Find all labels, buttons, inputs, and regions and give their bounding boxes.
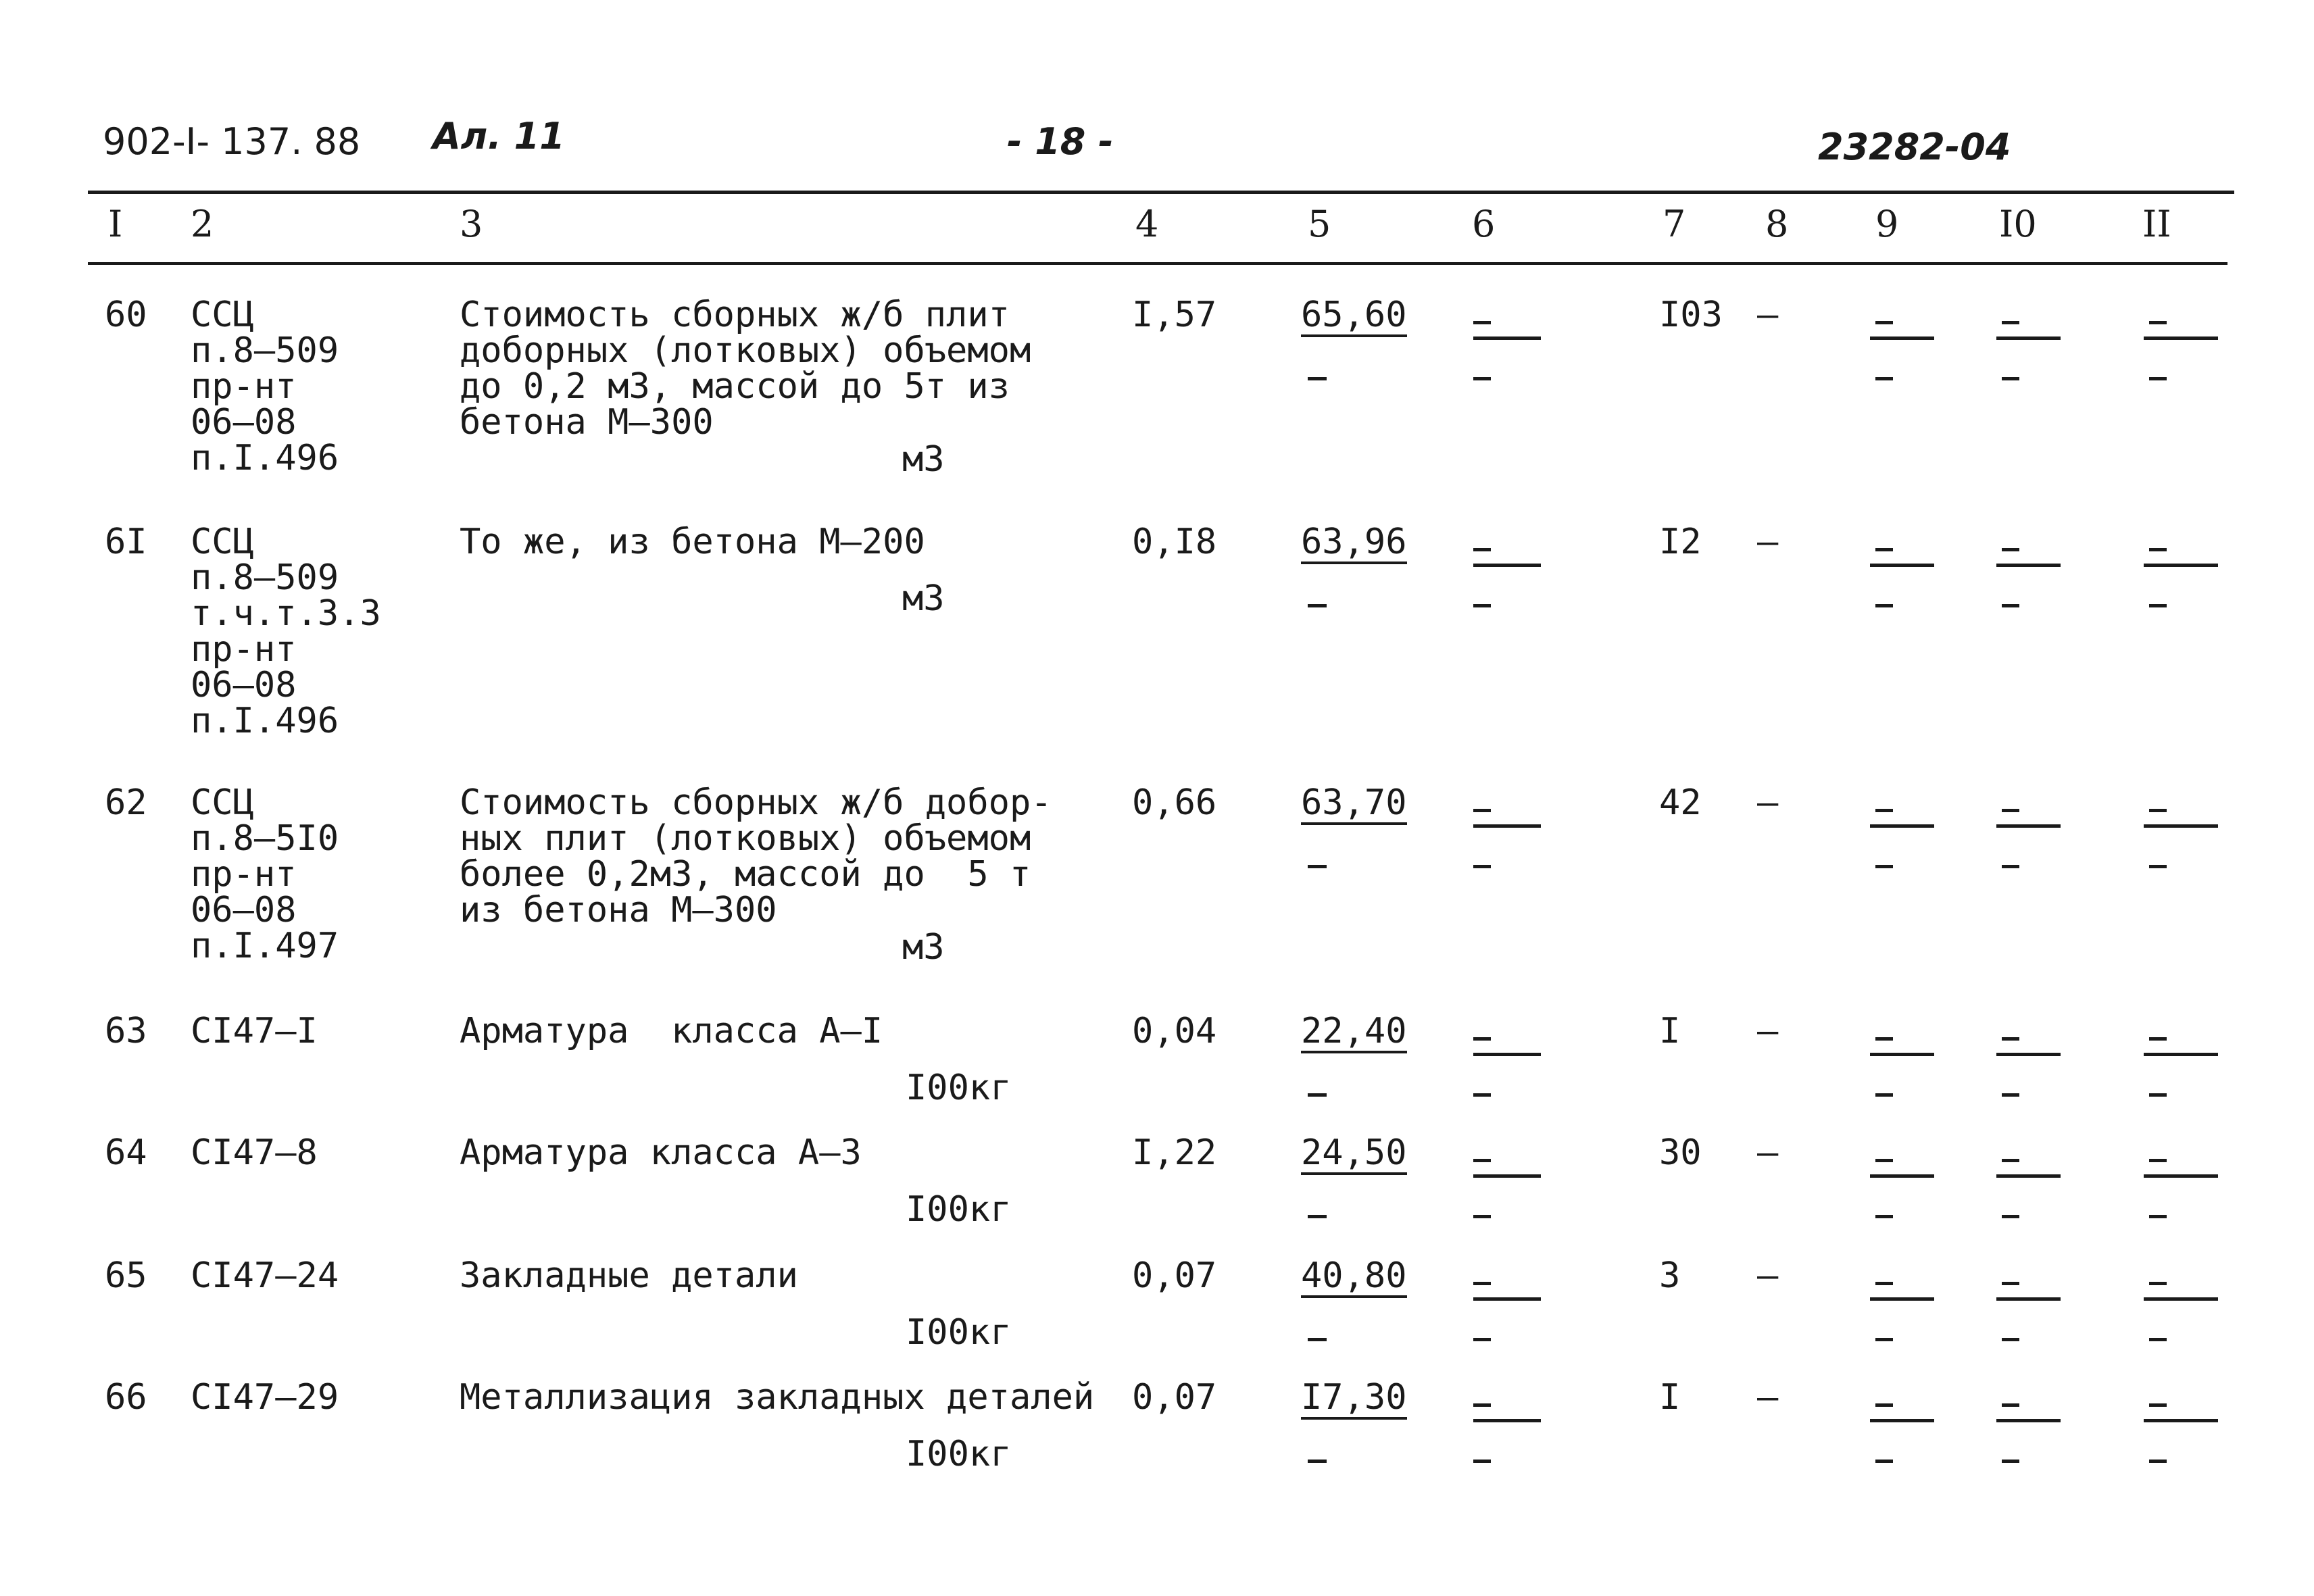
col11-upper-dash bbox=[2149, 1403, 2167, 1407]
col11-underline bbox=[2144, 336, 2218, 340]
col10-lower-dash bbox=[2002, 865, 2019, 868]
col10-underline bbox=[1996, 564, 2061, 567]
row-number: 6I bbox=[105, 522, 147, 562]
unit-price bbox=[1301, 1255, 1407, 1298]
column-number: 9 bbox=[1875, 203, 1899, 245]
quantity: 0,I8 bbox=[1132, 522, 1217, 562]
sheet-id: 23282-04 bbox=[1818, 126, 2011, 168]
col11-upper-dash bbox=[2149, 548, 2167, 551]
col6-lower-dash bbox=[1473, 377, 1491, 380]
col11-upper-dash bbox=[2149, 321, 2167, 324]
col10-lower-dash bbox=[2002, 377, 2019, 380]
col9-underline bbox=[1870, 1053, 1934, 1056]
col9-upper-dash bbox=[1875, 1037, 1893, 1041]
col9-lower-dash bbox=[1875, 1215, 1893, 1218]
quantity: 0,07 bbox=[1132, 1377, 1217, 1418]
col11-lower-dash bbox=[2149, 1093, 2167, 1097]
col6-underline bbox=[1473, 1174, 1541, 1178]
work-description: То же, из бетона М–200 bbox=[460, 522, 925, 562]
col10-lower-dash bbox=[2002, 604, 2019, 607]
col6-lower-dash bbox=[1473, 1460, 1491, 1463]
resource-code: СI47–I bbox=[191, 1011, 318, 1051]
col9-upper-dash bbox=[1875, 1403, 1893, 1407]
col8-dash: – bbox=[1757, 295, 1779, 335]
work-description: Стоимость сборных ж/б плит доборных (лотковых) объемом до 0,2 м3, массой до 5т из бетона М–300 bbox=[460, 295, 1031, 443]
col11-underline bbox=[2144, 564, 2218, 567]
col6-lower-dash bbox=[1473, 1215, 1491, 1218]
row-number: 60 bbox=[105, 295, 147, 335]
col8-dash: – bbox=[1757, 522, 1779, 562]
unit-of-measure: м3 bbox=[902, 927, 945, 968]
unit-price bbox=[1301, 524, 1407, 564]
column-number: 7 bbox=[1663, 203, 1686, 245]
col11-lower-dash bbox=[2149, 604, 2167, 607]
unit-of-measure: I00кг bbox=[906, 1068, 1012, 1108]
col11-upper-dash bbox=[2149, 809, 2167, 812]
col9-underline bbox=[1870, 1419, 1934, 1422]
quantity: 0,66 bbox=[1132, 782, 1217, 823]
col10-underline bbox=[1996, 336, 2061, 340]
unit-price-value: 24,50 bbox=[1301, 1135, 1407, 1175]
col9-underline bbox=[1870, 824, 1934, 828]
col11-underline bbox=[2144, 1174, 2218, 1178]
col11-lower-dash bbox=[2149, 1460, 2167, 1463]
unit-price bbox=[1301, 1377, 1407, 1420]
total-value: I bbox=[1659, 1011, 1681, 1051]
col6-lower-dash bbox=[1473, 1093, 1491, 1097]
col9-lower-dash bbox=[1875, 377, 1893, 380]
unit-of-measure: I00кг bbox=[906, 1434, 1012, 1474]
col11-underline bbox=[2144, 1419, 2218, 1422]
total-value: 42 bbox=[1659, 782, 1702, 823]
col10-underline bbox=[1996, 824, 2061, 828]
quantity: 0,07 bbox=[1132, 1255, 1217, 1296]
col6-underline bbox=[1473, 1419, 1541, 1422]
col10-upper-dash bbox=[2002, 809, 2019, 812]
unit-of-measure: м3 bbox=[902, 439, 945, 480]
resource-code: ССЦ п.8–509 т.ч.т.3.3 пр-нт 06–08 п.I.496 bbox=[191, 522, 381, 741]
col10-underline bbox=[1996, 1419, 2061, 1422]
column-number: 4 bbox=[1135, 203, 1159, 245]
work-description: Арматура класса А–3 bbox=[460, 1132, 862, 1173]
col9-lower-dash bbox=[1875, 1460, 1893, 1463]
unit-price-value: I7,30 bbox=[1301, 1380, 1407, 1420]
col6-underline bbox=[1473, 1053, 1541, 1056]
unit-of-measure: I00кг bbox=[906, 1189, 1012, 1230]
row-number: 66 bbox=[105, 1377, 147, 1418]
col6-lower-dash bbox=[1473, 1338, 1491, 1341]
column-number: 3 bbox=[460, 203, 483, 245]
col9-lower-dash bbox=[1875, 1338, 1893, 1341]
unit-price bbox=[1301, 1011, 1407, 1053]
col11-underline bbox=[2144, 1053, 2218, 1056]
col10-lower-dash bbox=[2002, 1093, 2019, 1097]
column-number: 6 bbox=[1472, 203, 1496, 245]
col9-lower-dash bbox=[1875, 865, 1893, 868]
col9-upper-dash bbox=[1875, 548, 1893, 551]
unit-price-value: 22,40 bbox=[1301, 1014, 1407, 1053]
row-number: 62 bbox=[105, 782, 147, 823]
col6-underline bbox=[1473, 824, 1541, 828]
col6-lower-dash bbox=[1473, 604, 1491, 607]
resource-code: ССЦ п.8–5I0 пр-нт 06–08 п.I.497 bbox=[191, 782, 339, 966]
col6-upper-dash bbox=[1473, 1282, 1491, 1285]
row-number: 65 bbox=[105, 1255, 147, 1296]
col6-lower-dash bbox=[1473, 865, 1491, 868]
col11-upper-dash bbox=[2149, 1282, 2167, 1285]
col11-lower-dash bbox=[2149, 1215, 2167, 1218]
column-number: II bbox=[2142, 203, 2171, 245]
col10-upper-dash bbox=[2002, 1159, 2019, 1162]
unit-of-measure: I00кг bbox=[906, 1312, 1012, 1353]
col9-upper-dash bbox=[1875, 809, 1893, 812]
col10-underline bbox=[1996, 1297, 2061, 1301]
col10-lower-dash bbox=[2002, 1460, 2019, 1463]
col11-lower-dash bbox=[2149, 865, 2167, 868]
col8-dash: – bbox=[1757, 1011, 1779, 1051]
col6-underline bbox=[1473, 564, 1541, 567]
col10-upper-dash bbox=[2002, 321, 2019, 324]
total-value: I2 bbox=[1659, 522, 1702, 562]
col9-underline bbox=[1870, 1297, 1934, 1301]
column-number: 8 bbox=[1765, 203, 1789, 245]
col9-underline bbox=[1870, 1174, 1934, 1178]
col8-dash: – bbox=[1757, 1377, 1779, 1418]
col8-dash: – bbox=[1757, 1132, 1779, 1173]
work-description: Закладные детали bbox=[460, 1255, 798, 1296]
price-lower-dash bbox=[1308, 377, 1327, 380]
col6-upper-dash bbox=[1473, 1403, 1491, 1407]
price-lower-dash bbox=[1308, 1460, 1327, 1463]
header-bottom-rule bbox=[88, 262, 2227, 265]
unit-of-measure: м3 bbox=[902, 578, 945, 619]
total-value: 3 bbox=[1659, 1255, 1681, 1296]
total-value: I bbox=[1659, 1377, 1681, 1418]
price-lower-dash bbox=[1308, 1093, 1327, 1097]
unit-price bbox=[1301, 297, 1407, 337]
col6-upper-dash bbox=[1473, 321, 1491, 324]
total-value: 30 bbox=[1659, 1132, 1702, 1173]
col11-underline bbox=[2144, 824, 2218, 828]
work-description: Арматура класса А–I bbox=[460, 1011, 883, 1051]
quantity: I,22 bbox=[1132, 1132, 1217, 1173]
col6-upper-dash bbox=[1473, 1037, 1491, 1041]
row-number: 63 bbox=[105, 1011, 147, 1051]
resource-code: СI47–24 bbox=[191, 1255, 339, 1296]
col9-upper-dash bbox=[1875, 321, 1893, 324]
col10-underline bbox=[1996, 1174, 2061, 1178]
col9-upper-dash bbox=[1875, 1159, 1893, 1162]
resource-code: ССЦ п.8–509 пр-нт 06–08 п.I.496 bbox=[191, 295, 339, 478]
column-number: 5 bbox=[1308, 203, 1331, 245]
col11-upper-dash bbox=[2149, 1159, 2167, 1162]
price-lower-dash bbox=[1308, 604, 1327, 607]
quantity: 0,04 bbox=[1132, 1011, 1217, 1051]
col6-upper-dash bbox=[1473, 548, 1491, 551]
col8-dash: – bbox=[1757, 782, 1779, 823]
col6-underline bbox=[1473, 1297, 1541, 1301]
total-value: I03 bbox=[1659, 295, 1723, 335]
top-rule bbox=[88, 191, 2234, 194]
col10-upper-dash bbox=[2002, 548, 2019, 551]
resource-code: СI47–8 bbox=[191, 1132, 318, 1173]
col9-lower-dash bbox=[1875, 1093, 1893, 1097]
work-description: Металлизация закладных деталей bbox=[460, 1377, 1095, 1418]
price-lower-dash bbox=[1308, 865, 1327, 868]
col8-dash: – bbox=[1757, 1255, 1779, 1296]
column-number: I0 bbox=[1999, 203, 2037, 245]
column-number: 2 bbox=[191, 203, 214, 245]
unit-price bbox=[1301, 1132, 1407, 1175]
col11-upper-dash bbox=[2149, 1037, 2167, 1041]
unit-price bbox=[1301, 782, 1407, 825]
col6-underline bbox=[1473, 336, 1541, 340]
col10-underline bbox=[1996, 1053, 2061, 1056]
unit-price-value: 63,70 bbox=[1301, 785, 1407, 825]
col9-lower-dash bbox=[1875, 604, 1893, 607]
col9-underline bbox=[1870, 336, 1934, 340]
col6-upper-dash bbox=[1473, 809, 1491, 812]
col9-underline bbox=[1870, 564, 1934, 567]
col11-lower-dash bbox=[2149, 377, 2167, 380]
col11-underline bbox=[2144, 1297, 2218, 1301]
col9-upper-dash bbox=[1875, 1282, 1893, 1285]
page-number: - 18 - bbox=[1007, 120, 1114, 163]
price-lower-dash bbox=[1308, 1215, 1327, 1218]
col10-upper-dash bbox=[2002, 1282, 2019, 1285]
row-number: 64 bbox=[105, 1132, 147, 1173]
resource-code: СI47–29 bbox=[191, 1377, 339, 1418]
price-lower-dash bbox=[1308, 1338, 1327, 1341]
unit-price-value: 65,60 bbox=[1301, 297, 1407, 337]
col11-lower-dash bbox=[2149, 1338, 2167, 1341]
col10-lower-dash bbox=[2002, 1215, 2019, 1218]
column-number: I bbox=[108, 203, 123, 245]
work-description: Стоимость сборных ж/б добор- ных плит (лотковых) объемом более 0,2м3, массой до 5 т из бетона М–300 bbox=[460, 782, 1052, 930]
col10-lower-dash bbox=[2002, 1338, 2019, 1341]
document-code: 902-I- 137. 88 bbox=[103, 120, 361, 163]
unit-price-value: 63,96 bbox=[1301, 524, 1407, 564]
album-number: Ал. 11 bbox=[433, 115, 565, 157]
col10-upper-dash bbox=[2002, 1403, 2019, 1407]
col6-upper-dash bbox=[1473, 1159, 1491, 1162]
unit-price-value: 40,80 bbox=[1301, 1258, 1407, 1298]
quantity: I,57 bbox=[1132, 295, 1217, 335]
col10-upper-dash bbox=[2002, 1037, 2019, 1041]
